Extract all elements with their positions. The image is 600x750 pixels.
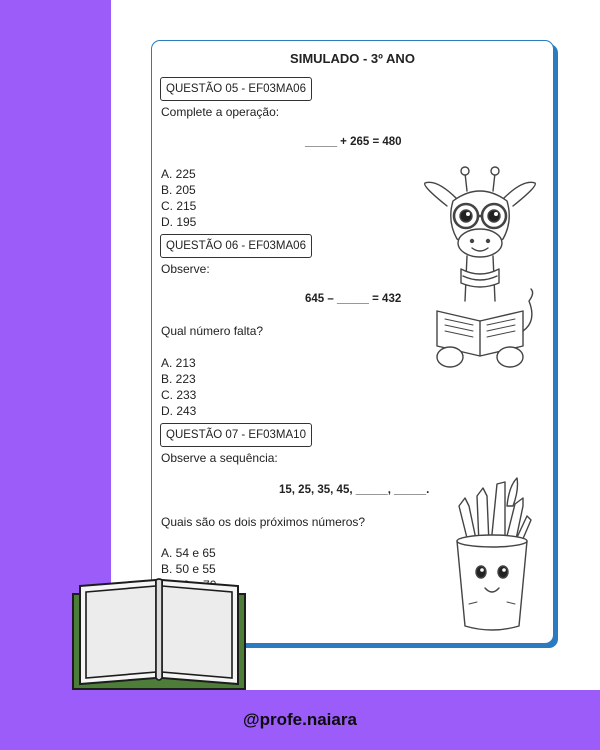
question-06-tag: QUESTÃO 06 - EF03MA06 [160, 234, 312, 258]
question-06-option-a: A. 213 [161, 356, 196, 370]
question-06-option-d: D. 243 [161, 404, 197, 418]
question-06-option-b: B. 223 [161, 372, 196, 386]
question-06-prompt: Observe: [161, 262, 210, 276]
question-05-prompt: Complete a operação: [161, 105, 280, 119]
question-07-tag: QUESTÃO 07 - EF03MA10 [160, 423, 312, 447]
pencil-cup-illustration [447, 476, 537, 636]
question-07-followup: Quais são os dois próximos números? [161, 515, 366, 529]
question-07-prompt: Observe a sequência: [161, 451, 278, 465]
page-title: SIMULADO - 3º ANO [290, 51, 415, 66]
question-07-option-a: A. 54 e 65 [161, 546, 216, 560]
question-07-option-b: B. 50 e 55 [161, 562, 216, 576]
question-07-expression: 15, 25, 35, 45, _____, _____. [279, 484, 430, 496]
giraffe-illustration [417, 161, 547, 371]
question-06-expression: 645 – _____ = 432 [305, 293, 402, 305]
question-05-option-a: A. 225 [161, 167, 196, 181]
question-06-option-c: C. 233 [161, 388, 197, 402]
author-handle: @profe.naiara [243, 710, 357, 729]
worksheet-card [151, 40, 554, 644]
question-05-option-c: C. 215 [161, 199, 197, 213]
question-06-followup: Qual número falta? [161, 324, 264, 338]
question-05-expression: _____ + 265 = 480 [305, 136, 402, 148]
question-05-option-b: B. 205 [161, 183, 196, 197]
open-book-icon [72, 578, 246, 690]
question-05-option-d: D. 195 [161, 215, 197, 229]
question-05-tag: QUESTÃO 05 - EF03MA06 [160, 77, 312, 101]
